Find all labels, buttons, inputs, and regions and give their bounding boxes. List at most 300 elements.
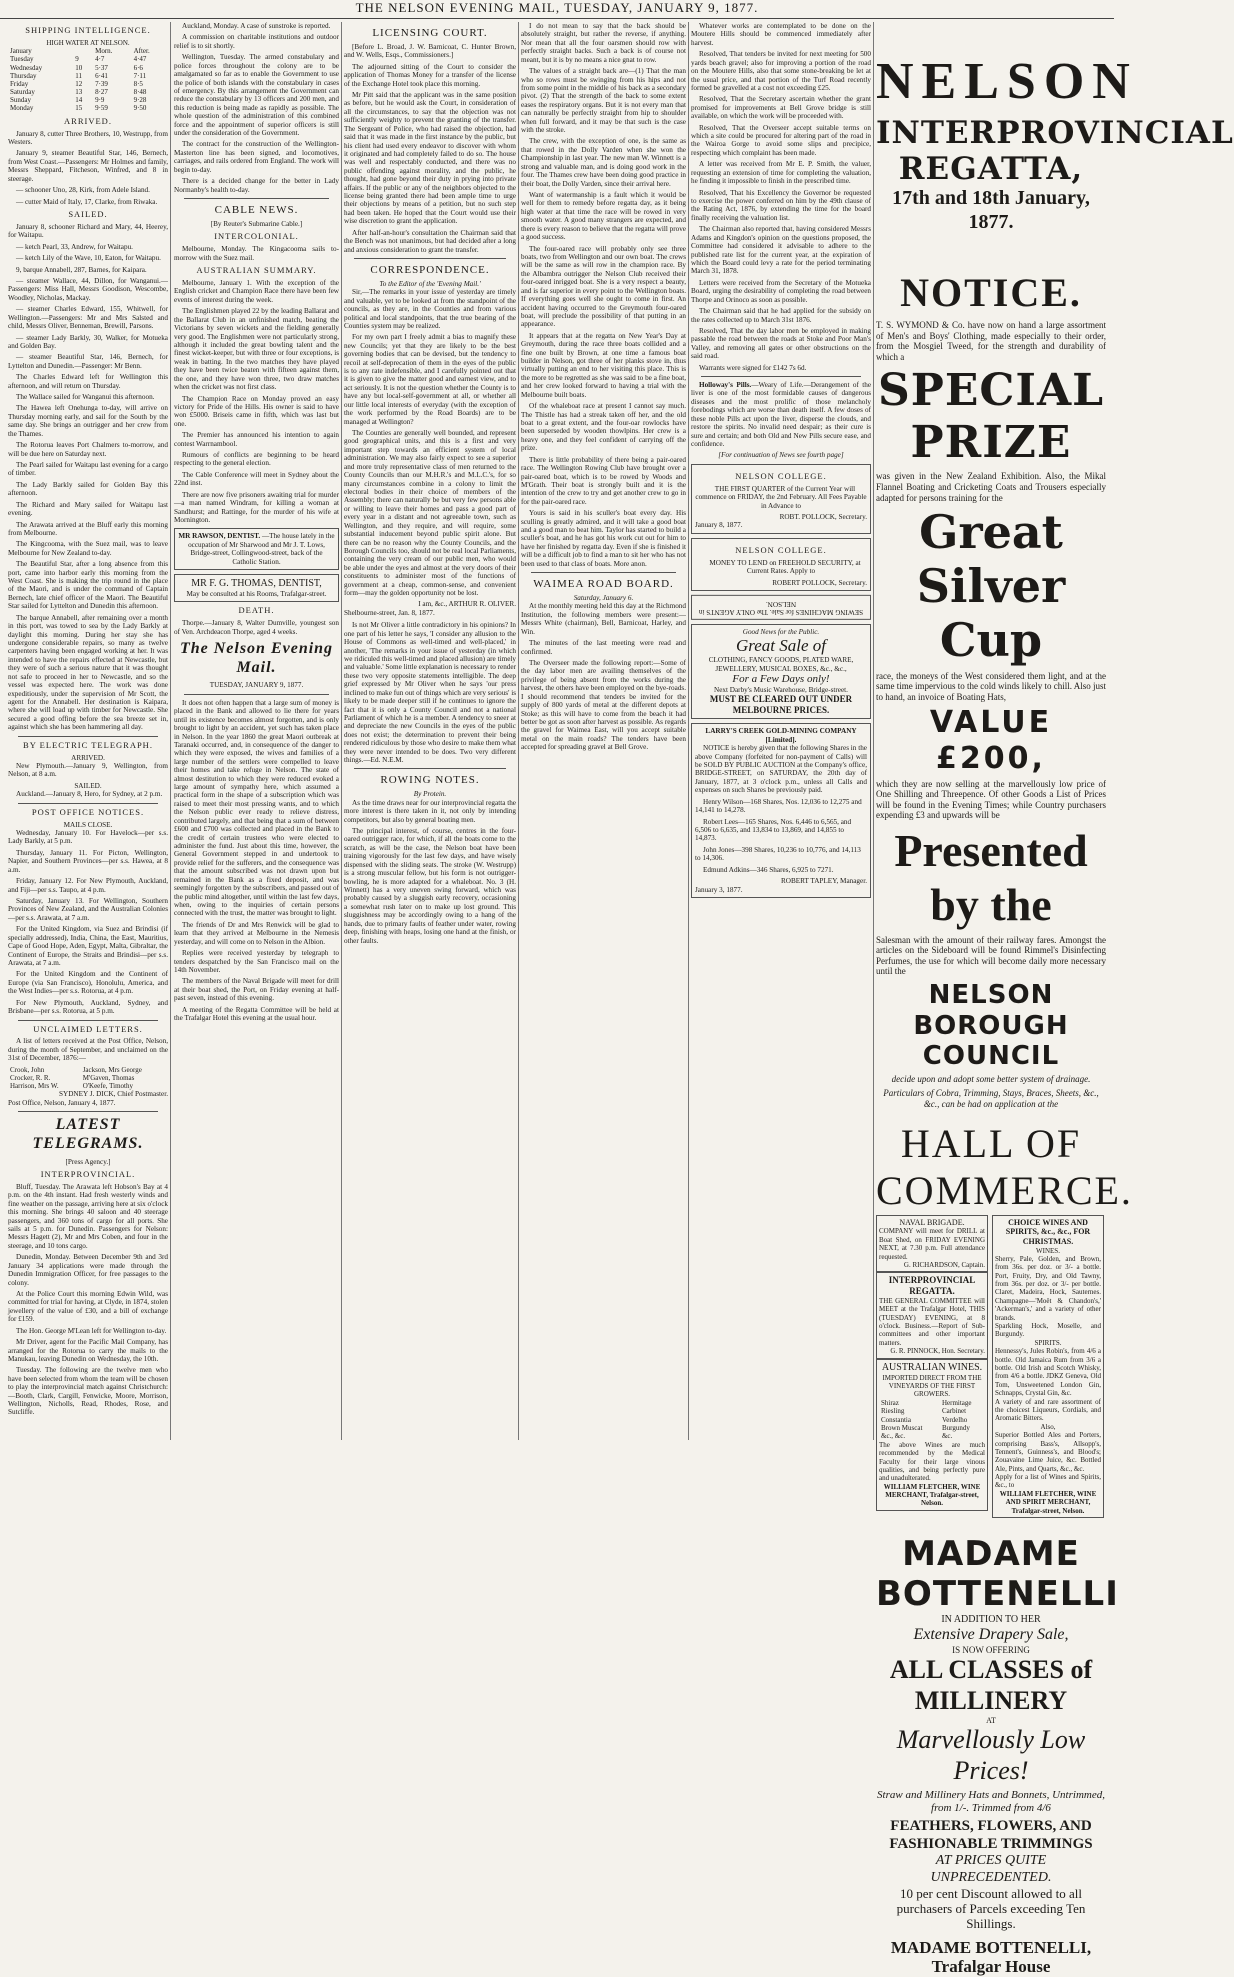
masthead: THE NELSON EVENING MAIL, TUESDAY, JANUARY 9, 1877.: [0, 0, 1114, 19]
rowing-heading: ROWING NOTES.: [380, 774, 480, 787]
paragraph: It does not often happen that a large sum of money is placed in the Bank and allowed to lie there for years until its existence becomes almost forgotten, and is only brought to light by an accident, yet such has taken place in Nelson. In the year 1860 the great Maori outbreak at Taranaki occurred, and, in consequence of the danger to which they were exposed, the wives and families of a large number of the settlers were compelled to leave their homes and take refuge in Nelson. The state of almost destitution to which they were reduced evoked a large amount of sympathy here, which assumed a practical form in the shape of a subscription which was raised to meet their most pressing wants, and to which the Nelson public ever ready to relieve distress, contributed largely, and that being that a sum of between £600 and £700 was collected and placed in the Bank to the credit of certain trustees who were elected to administer the fund. Just about this time, however, the General Government stepped in and undertook to provide relief for the sufferers, and the consequence was that the amount subscribed was not drawn upon but remained in the Bank as a fixed deposit, and was seemingly forgotten by the subscribers, and passed out of the public mind altogether, until within the last few days, when, owing to the inquiries of certain persons connected with the trust, the matter was brought to light.: [174, 698, 339, 918]
latest-heading: LATEST TELEGRAMS.: [32, 1116, 144, 1152]
must-clear: MUST BE CLEARED OUT UNDER MELBOURNE PRICES.: [709, 694, 853, 715]
paragraph: The Richard and Mary sailed for Waitapu last evening.: [8, 500, 168, 518]
sparkling: Sparkling Hock, Moselle, and Burgundy.: [995, 1322, 1101, 1339]
paragraph: The Cable Conference will meet in Sydney about the 22nd inst.: [174, 470, 339, 488]
rawson-ad: [174, 528, 339, 570]
paragraph: The four-oared race will probably only see three boats, two from Wellington and our own boat. The crews will be the same as will row in the champion race. By the Albambra outrigger the Nelson Club received their four-oared inrigged boat. She is a very respect a beauty, and is far superior in every point to the Wellington boats. If everything goes well she ought to come in first. An accident having occurred to the Greymouth four-oared boat, will preclude the possibility of that putting in an appearance.: [521, 244, 686, 329]
thomas-ad: [174, 574, 339, 602]
larrys-creek-ad: [691, 723, 871, 898]
paragraph: The Lady Barkly sailed for Golden Bay this afternoon.: [8, 480, 168, 498]
marvellously-low: Marvellously Low Prices!: [896, 1725, 1086, 1785]
table-cell: Friday: [10, 79, 29, 88]
paragraph: The principal interest, of course, centres in the four-oared outrigger race, for which, if all the boats come to the scratch, as will be the case, the Nelson boat have been training vigorously for the last few days, and have wisely dispensed with the sliding seats. The stroke (W. Westrupp) is a strong muscular fellow, but his form is not outrigger-bowling, he is more adapted for a whaleboat. No. 3 (H. Winnett) has a very uneven swing forward, which was probably caused by a sluggish early recovery, occasioning a somewhat rush later on to make up lost ground. This sluggishness may be accordingly owing to a hang of the hands, due to primary faults of feather under water, rowing deep, finishing with heaps, losing one hand at the finish, or other faults.: [344, 827, 516, 945]
paragraph: Mr Pitt said that the applicant was in the same position as before, but he would ask the Court, in consideration of all the circumstances, to say that the objection was not sufficiently weighty to prevent the granting of the transfer. The Sergeant of Police, who had raised the objection, had said that it was made in the first instance by the public, but his client had used every endeavor to discover with whom it originated and had completely failed to do so. The house was well and respectably conducted, and there was no public offending against morality, and the public, he thought, had gone beyond their duty in prying into private affairs. If the public or any of the neighbors objected to the license being granted there had been ample time to urge their objections by means of a petition, but no such step had been taken. He hoped that the Court would use their wise discretion to grant the application.: [344, 90, 516, 226]
sewing-text: SEWING MACHINES for Sale. The ONLY AGENTS in NELSON.: [698, 599, 864, 616]
table-cell: Burgundy: [941, 1423, 970, 1432]
regatta-banner: INTERPROVINCIAL REGATTA,: [876, 114, 1234, 188]
press-agency: [Press Agency.]: [65, 1157, 111, 1166]
table-cell: Saturday: [10, 88, 35, 97]
great-sale-ad: [691, 624, 871, 719]
fletcher-2: WILLIAM FLETCHER, WINE AND SPIRIT MERCHANT, Trafalgar-street, Nelson.: [999, 1489, 1097, 1515]
choice-heading: CHOICE WINES AND SPIRITS, &c., &c., FOR CHRISTMAS.: [1005, 1217, 1091, 1246]
unclaimed-date: Post Office, Nelson, January 4, 1877.: [8, 1098, 116, 1107]
paragraph: The Champion Race on Monday proved an easy victory for Pride of the Hills. His owner is said to have won £5000. Briseis came in fifth, which was last but one.: [174, 394, 339, 428]
table-row: [8, 1074, 168, 1082]
wymond-text: T. S. WYMOND & Co. have now on hand a large assortment of Men's and Boys' Clothing, made especially to their order, from the Mosgiel Tweed, for the strength and durability of which a: [876, 319, 1106, 362]
paragraph: A letter was received from Mr E. P. Smith, the valuer, requesting an extension of time for completing the valuation, he finding it impossible to finish in the prescribed time.: [691, 160, 871, 186]
paragraph: The contract for the construction of the Wellington-Masterton line has been signed, and locomotives, carriages, and rails ordered from England. The work will begin to-day.: [174, 140, 339, 174]
paragraph: The Pearl sailed for Waitapu last evening for a cargo of timber.: [8, 461, 168, 478]
table-row: [879, 1399, 985, 1407]
table-cell: Verdelho: [941, 1415, 968, 1424]
table-row: [879, 1432, 985, 1440]
high-water-table: [8, 47, 168, 113]
table-cell: 9·28: [133, 96, 147, 105]
correspondence-to: To the Editor of the 'Evening Mail.': [379, 279, 481, 288]
paragraph: Resolved, That the Overseer accept suitable terms on which a site could be procured for altering part of the road in the Wairoa Gorge to avoid some slips and precipice, respecting which complaint has been made.: [691, 123, 871, 157]
special-prize: SPECIAL PRIZE: [877, 365, 1105, 468]
paragraph: Bluff, Tuesday. The Arawata left Hobson's Bay at 4 p.m. on the 4th instant. Had fresh westerly winds and fine weather on the passage, arriving here at six o'clock this morning. She brings 40 saloon and 40 steerage passengers, and 360 tons of cargo for all ports. She sails at 5 p.m. for Dunedin. Passengers for Nelson: Messrs Hagett (2), Mr and Mrs Coben, and four in the steerage, and 10 tons cargo.: [8, 1182, 168, 1250]
paragraph: The crew, with the exception of one, is the same as that rowed in the Dolly Varden when she won the Championship in last year. The new man W. Winnett is a strong and valuable man, and is doing good work in the four. The Thames crew have been doing good practice in their boat, the Dolly Varden, since their arrival here.: [521, 137, 686, 188]
paragraph: The values of a straight back are—(1) That the man who so rows must be swinging from his hips and not from some point in the middle of his back as a secondary pivot. (2) That the strength of the back to some extent eases the respiratory organs. But it is not every man that can naturally be perfectly straight from hip to shoulder when full forward, and it may be that such is the case with the stroke.: [521, 67, 686, 135]
table-cell: 4·47: [133, 55, 147, 64]
table-cell: 6·41: [95, 71, 108, 80]
regatta-dates: 17th and 18th January, 1877.: [892, 187, 1090, 233]
table-cell: Jackson, Mrs George: [82, 1065, 142, 1074]
table-cell: 9·59: [95, 104, 108, 113]
list-item: Thursday, January 11. For Picton, Wellington, Napier, and Southern Provinces—per s.s. Hawea, at 8 a.m.: [8, 848, 168, 874]
table-cell: 12: [75, 79, 83, 88]
paper-date: TUESDAY, JANUARY 9, 1877.: [209, 681, 304, 690]
licensing-report: [344, 63, 516, 254]
licensing-heading: LICENSING COURT.: [372, 27, 488, 39]
particulars-text: Particulars of Cobra, Trimming, Stays, Braces, Sheets, &c., &c., can be had on application at the: [883, 1087, 1099, 1109]
column-rule: [688, 22, 689, 1440]
table-cell: O'Keefe, Timothy: [82, 1082, 133, 1091]
table-cell: 8·5: [133, 79, 143, 88]
paragraph: The Englishmen played 22 by the leading Ballarat and the Ballarat Club in an unfinished match, beating the Victorians by seven wickets and the fielding generally very good. The Englishmen were not particularly strong, although it included the great bowling talent and the finest wicket-keeper, but with three or four exceptions, is weak in batting. In the two matches they have played they have been twice beaten with fifteen against them, the one, and they have won three, two draw matches when the cricket was not first class.: [174, 307, 339, 392]
discount: 10 per cent Discount allowed to all purchasers of Parcels exceeding Ten Shillings.: [896, 1885, 1086, 1932]
table-cell: Monday: [10, 104, 34, 113]
header-cell: Morn.: [95, 47, 113, 56]
telegrams-continued: [174, 22, 339, 194]
sewing-machine-ad: [691, 595, 871, 620]
tel-arrived-text: New Plymouth.—January 9, Wellington, from Nelson, at 8 a.m.: [8, 762, 168, 779]
list-item: 9, barque Annabell, 287, Barnes, for Kaipara.: [16, 265, 147, 274]
paragraph: A meeting of the Regatta Committee will be held at the Trafalgar Hotel this evening at the usual hour.: [174, 1005, 339, 1023]
nelson-banner: NELSON: [876, 53, 1138, 110]
naval-signature: G. RICHARDSON, Captain.: [903, 1260, 985, 1269]
paragraph: The Rotorua leaves Port Chalmers to-morrow, and will be due here on Saturday next.: [8, 441, 168, 458]
list-item: Henry Wilson—168 Shares, Nos. 12,036 to 12,275 and 14,141 to 14,278.: [695, 797, 862, 815]
list-item: — schooner Uno, 28, Kirk, from Adele Island.: [16, 186, 150, 195]
list-item: For the United Kingdom, via Suez and Brindisi (if specially addressed), India, China, the East, Mauritius, Cape of Good Hope, Aden, Egypt, Malta, Gibraltar, the Continent of Europe, the Straits and Brindisi—per s.s. Arawata, at 7 a.m.: [8, 925, 168, 967]
straw-hats: Straw and Millinery Hats and Bonnets, Untrimmed, from 1/-. Trimmed from 4/6: [877, 1789, 1105, 1815]
table-cell: 13: [75, 88, 83, 97]
australian-summary-heading: AUSTRALIAN SUMMARY.: [196, 265, 317, 276]
paragraph: Resolved, That tenders be invited for next meeting for 500 yards beach gravel; also for improving a portion of the road on the Moutere Hills, also that some stone-breaking be let at the usual price, and that portion of the Turf Road recently formed be gravelled at a cost not exceeding £25.: [691, 50, 871, 92]
paragraph: The Counties are generally well bounded, and represent good geographical units, and this is a first and very important step towards an efficient system of local administration. We may also fairly expect to see a superior and more truly representative class of men returned to the County Councils than our M.H.R.'s and M.L.C.'s, for so many circumstances combine in a colony to limit the electoral bodies in their choice of members of the Assembly; there can naturally be but very few persons able or willing to leave their homes and pass a good part of every year in a distant and not agreeable town, such as Wellington, and they require, and will require, some substantial inducement beyond public spirit alone. But there can be no reason why the County Councils, and the Borough Councils too, should not be real local Parliaments, containing the very cream of our public men, who would be able under the eyes and almost at the very doors of their constituents to administer most of the functions of government at a cheap, common-sense, and convenient form—may the golden opportunity not be lost.: [344, 429, 516, 598]
paragraph: Whatever works are contemplated to be done on the Moutere Hills should be commenced immediately after harvest.: [691, 22, 871, 47]
list-item: — ketch Pearl, 33, Andrew, for Waitapu.: [16, 242, 133, 251]
feathers: FEATHERS, FLOWERS, AND FASHIONABLE TRIMMINGS: [889, 1818, 1093, 1852]
paragraph: The Charles Edward left for Wellington this afternoon, and will return on Thursday.: [8, 373, 168, 390]
table-cell: 11: [75, 71, 82, 80]
prize-text: was given in the New Zealand Exhibition. Also, the Mikal Flannel Boating and Cricketing Coats and Trousers especially adapted for persons training for the: [876, 471, 1106, 503]
column-rule: [341, 22, 342, 1440]
column-6-ads: [876, 22, 1234, 1977]
table-cell: 7·11: [133, 71, 147, 80]
great-silver-cup: Great Silver Cup: [916, 505, 1066, 667]
table-row: [8, 80, 168, 88]
college-2-signature: ROBERT POLLOCK, Secretary.: [772, 578, 867, 587]
editor-reply: Is not Mr Oliver a little contradictory in his opinions? In one part of his letter he says, 'I consider any allusion to the House of Commons as well-timed and well-placed,' in another, 'The remarks in your issue of yesterday (in which we ridiculed this well-timed and placed allusion) are timely and valuable.' Some little explanation is necessary to render these two very opposite statements intelligible. The deep grief expressed by Mr Oliver when he says 'our press inclined to make fun out of things which are very serious' is likely to be made deeper still if he continues to ignore the fact that it is only a County Council and not a national Parliament of which he is a member. A tendency to sneer at and depreciate the new Councils in the eyes of the public does not exist; the determination to prevent their being rendered ridiculous by those who desire to make them what they were never intended to be does. Two very different things.—Ed. N.E.M.: [344, 621, 516, 765]
paragraph: The Kingcooma, with the Suez mail, was to leave Melbourne for New Zealand to-day.: [8, 540, 168, 557]
in-addition: IN ADDITION TO HER: [941, 1614, 1041, 1626]
waimea-report: [521, 602, 686, 751]
holloway-title: Holloway's Pills.: [699, 381, 752, 390]
unclaimed-table: [8, 1066, 168, 1091]
table-cell: Riesling: [881, 1407, 905, 1416]
paragraph: Of the whaleboat race at present I cannot say much. The Thistle has had a streak taken off her, and the old boat to a great extent, and the four-oar rowlocks have been superseded by wooden thowlpins. Her crew is a heavy one, and they feel confident of carrying off the prize.: [521, 402, 686, 453]
table-cell: Shiraz: [881, 1398, 899, 1407]
rowing-continued: [521, 22, 686, 568]
paragraph: Resolved, That his Excellency the Governor be requested to exercise the power conferred on him by the 49th clause of the Rating Act, 1876, by extending the time for the board finally receiving the valuation list.: [691, 188, 871, 222]
paragraph: After half-an-hour's consultation the Chairman said that the Bench was not unanimous, but had decided after a long and anxious consideration to grant the transfer.: [344, 228, 516, 254]
paragraph: A commission on charitable institutions and outdoor relief is to sit shortly.: [174, 33, 339, 50]
shipping-news: [8, 373, 168, 731]
table-cell: Sunday: [10, 96, 31, 105]
table-cell: Brown Muscat: [881, 1423, 923, 1432]
spirits-note: A variety of and rare assortment of the choicest Liqueurs, Cordials, and Aromatic Bitters.: [995, 1397, 1101, 1423]
all-classes-millinery: ALL CLASSES of MILLINERY: [889, 1655, 1093, 1715]
paragraph: Resolved, That the Secretary ascertain whether the grant promised for improvements at Bell Grove bridge is still available, on which the work will be proceeded with.: [691, 95, 871, 121]
arrived-list: [8, 130, 168, 206]
paper-title: The Nelson Evening Mail.: [179, 639, 334, 676]
death-text: Thorpe.—January 8, Walter Dumville, youngest son of Ven. Archdeacon Thorpe, aged 4 weeks.: [174, 619, 339, 636]
aus-wines-text: IMPORTED DIRECT FROM THE VINEYARDS OF THE FIRST GROWERS.: [882, 1373, 982, 1399]
shipping-heading: SHIPPING INTELLIGENCE.: [25, 25, 151, 35]
left-ads: [876, 1215, 988, 1535]
table-cell: Wednesday: [10, 63, 43, 72]
cup-text: race, the moneys of the West considered them light, and at the same time impervious to the cold winds likely to chill. Also just to hand, an invoice of Boating Hats,: [876, 670, 1106, 702]
aus-wines-heading: AUSTRALIAN WINES.: [881, 1361, 983, 1373]
column-rule: [873, 22, 874, 1440]
larry-shares: [695, 798, 867, 874]
paragraph: Yours is said in his sculler's boat every day. His sculling is greatly admired, and it will take a good boat and a good man to beat him. Taylor has started to build a sculler's boat, and he has got his work cut out for him to have her finished by regatta day. Even if she is finished it will be a difficult job to find a man to sit her who has not been used to that class of boats. More anon.: [521, 509, 686, 568]
bottenelli-signature: MADAME BOTTENELLI, Trafalgar House: [890, 1937, 1092, 1977]
paragraph: There is a decided change for the better in Lady Normanby's health to-day.: [174, 177, 339, 194]
paragraph: The Chairman said that he had applied for the subsidy on the rates collected up to March 31st 1876.: [691, 307, 871, 324]
waimea-date: Saturday, January 6.: [573, 594, 634, 603]
list-item: — steamer Charles Edward, 155, Whitwell, for Wellington.—Passengers: Mr and Mrs Salsted and child, Messrs Oliver, Benneman, Brewill, Parsons.: [8, 305, 168, 331]
paragraph: The Arawata arrived at the Bluff early this morning from Melbourne.: [8, 520, 168, 537]
paragraph: There is little probability of there being a pair-oared race. The Wellington Rowing Club have brought over a pair-oared boat, which is to be rowed by Woods and M'Grath. Their boat is strongly built and it is the intention of the crew to try and get another crew to go in for the pair-oared race.: [521, 455, 686, 506]
paragraph: At the Police Court this morning Edwin Wild, was committed for trial for having, at Clyde, in 1874, stolen jewellery of the value of £30, and a bill of exchange for £159.: [8, 1289, 168, 1324]
now-offering: IS NOW OFFERING: [952, 1644, 1030, 1655]
column-rule: [518, 22, 519, 1440]
drapery-sale: Extensive Drapery Sale,: [913, 1625, 1069, 1643]
table-cell: Thursday: [10, 71, 37, 80]
list-item: January 9, steamer Beautiful Star, 146, Bernech, from West Coast.—Passengers: Mr Holmes and family, Messrs Sheppard, Fitcheson, Winfred, and 8 in steerage.: [8, 149, 168, 183]
mails-close-heading: MAILS CLOSE.: [63, 820, 113, 829]
list-item: John Jones—398 Shares, 10,236 to 10,776, and 14,113 to 14,306.: [695, 845, 861, 863]
paragraph: It appears that at the regatta on New Year's Day at Greymouth, during the race three boats collided and a fine one built by Brown, at one time a famous boat builder in Nelson, got three of her planks stove in, thus virtually putting an end to her visiting this place. This is the more to be regretted as she was said to be a fine boat, and her crew looked forward to having a trial with the Melbourne built boats.: [521, 331, 686, 399]
paragraph: The Hon. George M'Lean left for Wellington to-day.: [16, 1326, 167, 1335]
paragraph: The Premier has announced his intention to again contest Warrnambool.: [174, 431, 339, 448]
paragraph: Melbourne, January 1. With the exception of the English cricket and Champion Race there have been few events of interest during the week.: [174, 279, 339, 304]
waimea-heading: WAIMEA ROAD BOARD.: [533, 578, 674, 591]
table-cell: 8·48: [133, 88, 147, 97]
college-ad-1: [691, 464, 871, 534]
table-row: [8, 96, 168, 104]
larry-date: January 3, 1877.: [695, 885, 743, 894]
paragraph: The Wallace sailed for Wanganui this afternoon.: [16, 393, 155, 402]
interregatta-signature: G. R. PINNOCK, Hon. Secretary.: [890, 1347, 985, 1356]
tel-arrived-heading: ARRIVED.: [71, 753, 105, 762]
college-1-date: January 8, 1877.: [695, 521, 743, 530]
list-item: Robert Lees—165 Shares, Nos. 6,446 to 6,565, and 6,506 to 6,635, and 13,834 to 13,869, and 14,855 to 14,873.: [695, 817, 852, 843]
paragraph: For my own part I freely admit a bias to magnify these new Councils; yet that they are likely to be the best governing bodies that can be devised, but the tendency to recoil at self-deprecation of them in the eyes of the public is to any rate indefensible, and I carefully pointed out that it is given to give the matter good and earnest view, and to act seriously. It is not the question whether the County is to have any but local-self-government at all, or whether all our little local interests of everyday (with the exception of the work performed by the Road Boards) are to be managed at Wellington?: [344, 333, 516, 426]
paragraph: Sir,—The remarks in your issue of yesterday are timely and valuable, yet to be looked at from the standpoint of the councils, as they are, in the Counties and from various political and local standpoints, that the true bearing of the Counties system may be realized.: [344, 288, 516, 330]
unclaimed-text: A list of letters received at the Post Office, Nelson, during the month of September, and unclaimed on the 31st of December, 1876:—: [8, 1037, 168, 1063]
list-item: Edmund Adkins—346 Shares, 6,925 to 7271.: [703, 865, 834, 874]
wine-ads: [876, 1215, 1106, 1535]
paragraph: There are now five prisoners awaiting trial for murder—a man named Windram, for killing a woman at Sandhurst; and Rattinge, for the murder of his wife at Mornington.: [174, 490, 339, 524]
thomas-title: MR F. G. THOMAS, DENTIST,: [191, 578, 322, 590]
tel-sailed-text: Auckland.—January 8, Hero, for Sydney, at 2 p.m.: [16, 790, 163, 799]
presented-heading: Presented by the: [894, 825, 1088, 930]
value-heading: VALUE £200,: [929, 705, 1053, 776]
table-row: [8, 1082, 168, 1090]
table-cell: Hermitage: [941, 1398, 972, 1407]
value-text: which they are now selling at the marvellously low price of One Shilling and Threepence. Of other Goods a List of Prices will be found in the Evening Times; while Country purchasers expending £3 and upwards will be: [876, 778, 1106, 821]
continuation-note: [For continuation of News see fourth page]: [718, 451, 844, 460]
paragraph: Rumours of conflicts are beginning to be heard respecting to the general election.: [174, 451, 339, 468]
college-1-heading: NELSON COLLEGE.: [735, 470, 827, 481]
table-cell: 14: [75, 96, 83, 105]
paragraph: Mr Driver, agent for the Pacific Mail Company, has arranged for the Rotorua to carry the mails to the Manukau, leaving Dunedin on Wednesday, the 10th.: [8, 1338, 168, 1363]
rowing-notes: [344, 799, 516, 945]
table-cell: 10: [75, 63, 83, 72]
list-item: Wednesday, January 10. For Havelock—per s.s. Lady Barkly, at 5 p.m.: [8, 829, 168, 846]
table-cell: &c., &c.: [881, 1432, 906, 1441]
table-cell: 9·9: [95, 96, 105, 105]
good-news: Good News for the Public.: [742, 627, 820, 636]
great-sale: Great Sale of: [735, 636, 827, 656]
table-header: [8, 47, 168, 55]
paragraph: The Overseer made the following report:—Some of the day labor men are availing themselves of the privilege of being absent from the works during the harvest, the others have been employed on the bye-roads. I should recommend that tenders be invited for the supply of 800 yards of metal at the different depots at Stoke; as this will have to come from the beach it had better be got as soon after harvest as possible. As regards the gravel for Waimea East, will you accept suitable metal on the main roads? The tenders have been accepted for spreading gravel at Bell Grove.: [521, 658, 686, 752]
college-2-heading: NELSON COLLEGE.: [735, 544, 827, 555]
sailed-list: [8, 223, 168, 370]
list-item: Friday, January 12. For New Plymouth, Auckland, and Fiji—per s.s. Taupo, at 4 p.m.: [8, 877, 168, 894]
paragraph: The Beautiful Star, after a long absence from this port, came into harbor early this morning from the West Coast. She is making the trip round in the place of the Maori, and is under the command of Captain Bernech, late chief officer of the Maori. The Beautiful Star sailed for Lyttelton and Dunedin this afternoon.: [8, 560, 168, 611]
wines-heading: WINES.: [1036, 1246, 1060, 1255]
table-row: [879, 1416, 985, 1424]
list-item: — cutter Maid of Italy, 17, Clarke, from Riwaka.: [16, 197, 158, 206]
right-ads: [992, 1215, 1104, 1535]
table-cell: 7·39: [95, 79, 108, 88]
table-row: [8, 64, 168, 72]
wine-table: [879, 1399, 985, 1441]
table-cell: 6·6: [133, 63, 143, 72]
list-item: Saturday, January 13. For Wellington, Southern Provinces of New Zealand, and the Australian Colonies—per s.s. Arawata, at 7 a.m.: [8, 897, 168, 922]
paragraph: At the monthly meeting held this day at the Richmond Institution, the following members were present:—Messrs White (chairman), Bell, Barnicoat, Harley, and Win.: [521, 602, 686, 636]
intercolonial-text: Melbourne, Monday. The Kingacooma sails to-morrow with the Suez mail.: [174, 245, 339, 262]
column-5: [691, 22, 871, 1440]
paragraph: Tuesday. The following are the twelve men who have been selected from whom the team will be chosen to play the interprovincial match against Christchurch:—Booth, Clark, Cargill, Fenwicke, Moore, Morrison, Wellington, Nicholls, Read, Rhodes, Rose, and Sutcliffe.: [8, 1366, 168, 1417]
paragraph: Wellington, Tuesday. The armed constabulary and police forces throughout the colony are to be amalgamated so far as to enable the Government to use the police of both islands with the constabulary in cases of emergency. By this arrangement the Government can reduce the constabulary by 13 officers and 200 men, and this reduction is being made as rapidly as possible. The whole question of the administration of this combined force and the appointment of superior officers is still under the consideration of the Government.: [174, 53, 339, 138]
list-item: — steamer Lady Barkly, 30, Walker, for Motueka and Golden Bay.: [8, 333, 168, 350]
paragraph: Dunedin, Monday. Between December 9th and 3rd January 34 applications were made through the Dunedin Immigration Officer, for free passages to the colony.: [8, 1253, 168, 1287]
sale-location: Next Darby's Music Warehouse, Bridge-street.: [714, 685, 848, 694]
intercolonial-heading: INTERCOLONIAL.: [214, 231, 299, 242]
rawson-title: MR RAWSON, DENTIST.: [178, 532, 261, 541]
correspondence-signature: I am, &c., ARTHUR R. OLIVER.: [418, 600, 516, 609]
holloway-text: —Weary of Life.—Derangement of the liver is one of the most formidable causes of dangerous diseases and the most prolific of those melancholy forebodings which are worse than death itself. A few doses of these noble Pills act upon the liver, disperse the clouds, and restore the spirits. No invalid need despair; as their cure is sure and certain; and both Old and New Pills secure ease, and confidence.: [691, 381, 872, 448]
sailed-heading: SAILED.: [68, 208, 108, 219]
paragraph: Auckland, Monday. A case of sunstroke is reported.: [182, 22, 331, 30]
table-row: [8, 104, 168, 112]
college-1-signature: ROBT. POLLOCK, Secretary.: [779, 513, 867, 522]
table-cell: Harrison, Mrs W.: [10, 1082, 59, 1091]
post-list: [8, 829, 168, 1015]
borough-council: NELSON BOROUGH COUNCIL: [913, 980, 1069, 1071]
waimea-continued: [691, 22, 871, 372]
thomas-text: May be consulted at his Rooms, Trafalgar-street.: [186, 589, 327, 598]
list-item: — steamer Wallace, 44, Dillon, for Wanganui.—Passengers: Miss Hall, Messrs Goodison, Wescombe, Woodley, Nicholas, Mackay.: [8, 276, 168, 302]
table-cell: 4·7: [95, 55, 105, 64]
at-label: AT: [986, 1716, 996, 1725]
australian-wines-ad: [876, 1359, 988, 1511]
table-cell: 15: [75, 104, 83, 113]
table-row: [8, 1066, 168, 1074]
table-cell: &c.: [941, 1432, 953, 1441]
paragraph: Replies were received yesterday by telegraph to tenders despatched by the San Francisco mail on the 14th November.: [174, 949, 339, 974]
licensing-sub: [Before L. Broad, J. W. Barnicoat, C. Hunter Brown, and W. Wells, Esqs., Commissioners.]: [344, 42, 516, 60]
table-cell: M'Gaven, Thomas: [82, 1073, 135, 1082]
unclaimed-heading: UNCLAIMED LETTERS.: [33, 1023, 143, 1034]
paragraph: The friends of Dr and Mrs Renwick will be glad to learn that they arrived at Melbourne in the Nemesis yesterday, and will come on to Nelson in the Albion.: [174, 920, 339, 946]
list-item: January 8, schooner Richard and Mary, 44, Heerey, for Waitapu.: [8, 222, 168, 240]
sale-days: For a Few Days only!: [732, 673, 830, 686]
correspondence-heading: CORRESPONDENCE.: [370, 263, 490, 276]
paragraph: The Chairman also reported that, having considered Messrs Adams and Kingdon's opinion on the questions proposed, the Committee had considered it advisable to adhere to the published rate list for the current year, at the expiration of which the Board could levy a rate for the period terminating March 31, 1878.: [691, 225, 871, 276]
table-cell: Crook, John: [10, 1065, 45, 1074]
unprecedented: AT PRICES QUITE UNPRECEDENTED.: [930, 1853, 1052, 1885]
list-item: — steamer Beautiful Star, 146, Bernech, for Lyttelton and Dunedin.—Passenger: Mr Benn.: [8, 353, 168, 370]
column-3: [344, 22, 516, 1440]
list-item: For the United Kingdom and the Continent of Europe (via San Francisco), Honolulu, America, and the West Indies—per s.s. Rotorua, at 4 p.m.: [8, 970, 168, 996]
paragraph: The minutes of the last meeting were read and confirmed.: [521, 639, 686, 656]
post-office-heading: POST OFFICE NOTICES.: [31, 806, 145, 817]
list-item: January 8, cutter Three Brothers, 10, Westrupp, from Westers.: [8, 129, 168, 146]
paragraph: Want of watermanship is a fault which it would be well for them to remedy before regatta day, as it being high water at that time the race will be rowed in very smooth water. A good many strangers are expected, and there is every reason to believe that the regatta will prove a good success.: [521, 191, 686, 242]
table-row: [8, 72, 168, 80]
larry-title: LARRY'S CREEK GOLD-MINING COMPANY [Limited].: [705, 727, 857, 744]
interregatta-text: THE GENERAL COMMITTEE will MEET at the Trafalgar Hotel, THIS (TUESDAY) EVENING, at 8 o'clock. Business.—Report of Sub-committees and other important matters.: [879, 1296, 985, 1347]
high-water-heading: HIGH WATER AT NELSON.: [46, 38, 130, 47]
editorial: [174, 699, 339, 1023]
salesman-text: Salesman with the amount of their railway fares. Amongst the articles on the Sideboard will be found Rimmel's Disinfecting Perfumes, the use for which will become daily more necessary until the: [876, 934, 1106, 977]
paragraph: Warrants were signed for £142 7s 6d.: [699, 363, 807, 372]
interprovincial-heading: INTERPROVINCIAL.: [40, 1168, 136, 1179]
table-row: [879, 1424, 985, 1432]
cable-sub: [By Reuter's Submarine Cable.]: [210, 219, 303, 228]
paragraph: Resolved, That the day labor men be employed in making passable the road between the roads at Stoke and Poor Man's Valley, and removing all gates or other obstructions on the said road.: [691, 326, 871, 361]
wines-note: The above Wines are much recommended by the Medical Faculty for their large vinous qualities, and being perfectly pure and unadulterated.: [879, 1440, 985, 1483]
header-cell: January: [10, 47, 32, 56]
borough-text: decide upon and adopt some better system of drainage.: [891, 1074, 1091, 1085]
table-row: [8, 88, 168, 96]
column-4: [521, 22, 686, 1440]
interregatta-heading: INTERPROVINCIAL REGATTA.: [888, 1275, 976, 1297]
hall-of-commerce: HALL OF COMMERCE.: [876, 1121, 1133, 1213]
list-item: For New Plymouth, Auckland, Sydney, and Brisbane—per s.s. Rotorua, at 5 p.m.: [8, 998, 168, 1016]
college-2-text: MONEY TO LEND on FREEHOLD SECURITY, at Current Rates. Apply to: [709, 558, 861, 576]
column-2: [174, 22, 339, 1440]
choice-wines-ad: [992, 1215, 1104, 1518]
paragraph: The members of the Naval Brigade will meet for drill at their boat shed, the Port, on Friday evening at half-past seven, instead of this evening.: [174, 977, 339, 1003]
spirits-heading: SPIRITS.: [1034, 1338, 1062, 1347]
paragraph: I do not mean to say that the back should be absolutely straight, but rather the reverse, if anything. Nor mean that all the four oarsmen should row with perfectly straight backs. Such a back is of course not meant, but it is by no means a nice gnat to row.: [521, 22, 686, 64]
wines-items: Sherry, Pale, Golden, and Brown, from 36s. per doz. or 3/- a bottle. Port, Fruity, Dry, and Old Tawny, from 36s. per doz. or 3/- per bottle. Claret, Madeira, Hock, Sauternes. Champagne—'Moët & Chandon's,' 'Ackerman's,' and a variety of other brands.: [995, 1254, 1101, 1322]
also-list: Apply for a list of Wines and Spirits, &c., to: [995, 1473, 1101, 1490]
table-cell: 8·27: [95, 88, 108, 97]
tel-sailed-heading: SAILED.: [74, 781, 102, 790]
rowing-byline: By Protein.: [413, 790, 447, 799]
also-text: Superior Bottled Ales and Porters, comprising Bass's, Allsopp's, Tennent's, Guinness's, and Blood's; Zouavaine Lime Juice, &c. Bottled Ale, Pints, and Quarts, &c., &c.: [995, 1431, 1101, 1473]
australian-summary: [174, 279, 339, 524]
regatta-committee-ad: [876, 1272, 988, 1358]
spirits-items: Hennessy's, Jules Robin's, from 4/6 a bottle. Old Jamaica Rum from 3/6 a bottle. Old Irish and Scotch Whisky, from 4/6 a bottle. JDKZ Geneva, Old Tom, Unsweetened London Gin, Schnapps, Crystal Gin, &c.: [995, 1347, 1101, 1398]
telegraph-heading: BY ELECTRIC TELEGRAPH.: [23, 739, 153, 750]
table-cell: Crocker, R. R.: [10, 1073, 51, 1082]
death-heading: DEATH.: [238, 605, 275, 616]
table-cell: 9: [75, 55, 79, 64]
column-1: [8, 22, 168, 1440]
list-item: — ketch Lily of the Wave, 10, Eaton, for Waitapu.: [16, 254, 161, 263]
unclaimed-signature: SYDNEY J. DICK, Chief Postmaster.: [59, 1090, 168, 1099]
paragraph: The adjourned sitting of the Court to consider the application of Thomas Money for a transfer of the license of the Exchange Hotel took place this morning.: [344, 62, 516, 88]
paragraph: As the time draws near for our interprovincial regatta the more interest is there taken in it, not only by intending competitors, but also by general boating men.: [344, 798, 516, 824]
naval-heading: NAVAL BRIGADE.: [899, 1217, 965, 1227]
paragraph: Letters were received from the Secretary of the Motueka Board, urging the desirability of completing the road between Thorpe and Orinoco as soon as possible.: [691, 278, 871, 304]
header-cell: After.: [133, 47, 150, 56]
madame-bottenelli: MADAME BOTTENELLI: [876, 1533, 1119, 1614]
arrived-heading: ARRIVED.: [64, 115, 112, 126]
table-cell: 5·37: [95, 63, 108, 72]
college-ad-2: [691, 538, 871, 591]
latest-list: [8, 1183, 168, 1417]
table-cell: Tuesday: [10, 55, 34, 64]
larry-text: NOTICE is hereby given that the following Shares in the above Company (forfeited for non-payment of Calls) will be SOLD BY PUBLIC AUCTION at the Company's office, BRIDGE-STREET, on SATURDAY, the 20th day of January, 1877, at 3 o'clock p.m., unless all Calls and expenses on such Shares be previously paid.: [695, 744, 867, 795]
notice-heading: NOTICE.: [900, 270, 1082, 316]
table-cell: Constantia: [881, 1415, 911, 1424]
column-rule: [170, 22, 171, 1440]
paragraph: The barque Annabell, after remaining over a month in this port, was towed to sea by the Lady Barkly at daylight this morning. During her stay she has undergone considerable repairs, so many as twelve carpenters having been engaged working at her. It was intended to have the repairs effected at Newcastle, but they were of such a serious nature that it was thought not safe to proceed in her to Newcastle, and so the vessel was expected here. The work was done expeditiously, under the supervision of Mr Scott, the agent for the Annabell. Her destination is Kaipara, where she will load up with timber for Newcastle. She secured a good offing before the sea breeze set in, against which she has been hammering all day.: [8, 613, 168, 732]
naval-text: COMPANY will meet for DRILL at Boat Shed, on FRIDAY EVENING NEXT, at 7.30 p.m. Full attendance requested.: [879, 1227, 985, 1261]
paragraph: The Hawea left Onehunga to-day, will arrive on Thursday morning early, and sail for the South by the same day. She brings an outrigger and her crew from the Thames.: [8, 404, 168, 438]
table-cell: Carbinet: [941, 1407, 967, 1416]
naval-brigade-ad: [876, 1215, 988, 1273]
correspondence-date: Shelbourne-street, Jan. 8, 1877.: [344, 608, 435, 617]
cable-heading: CABLE NEWS.: [214, 204, 299, 217]
rawson-text: —The house lately in the occupation of Mr Sharwood and Mr J. T. Lows, Bridge-street, Collingwood-street, back of the Catholic Station.: [188, 532, 335, 566]
college-1-text: THE FIRST QUARTER of the Current Year will commence on FRIDAY, the 2nd February. All Fees Payable in Advance to: [695, 484, 867, 510]
